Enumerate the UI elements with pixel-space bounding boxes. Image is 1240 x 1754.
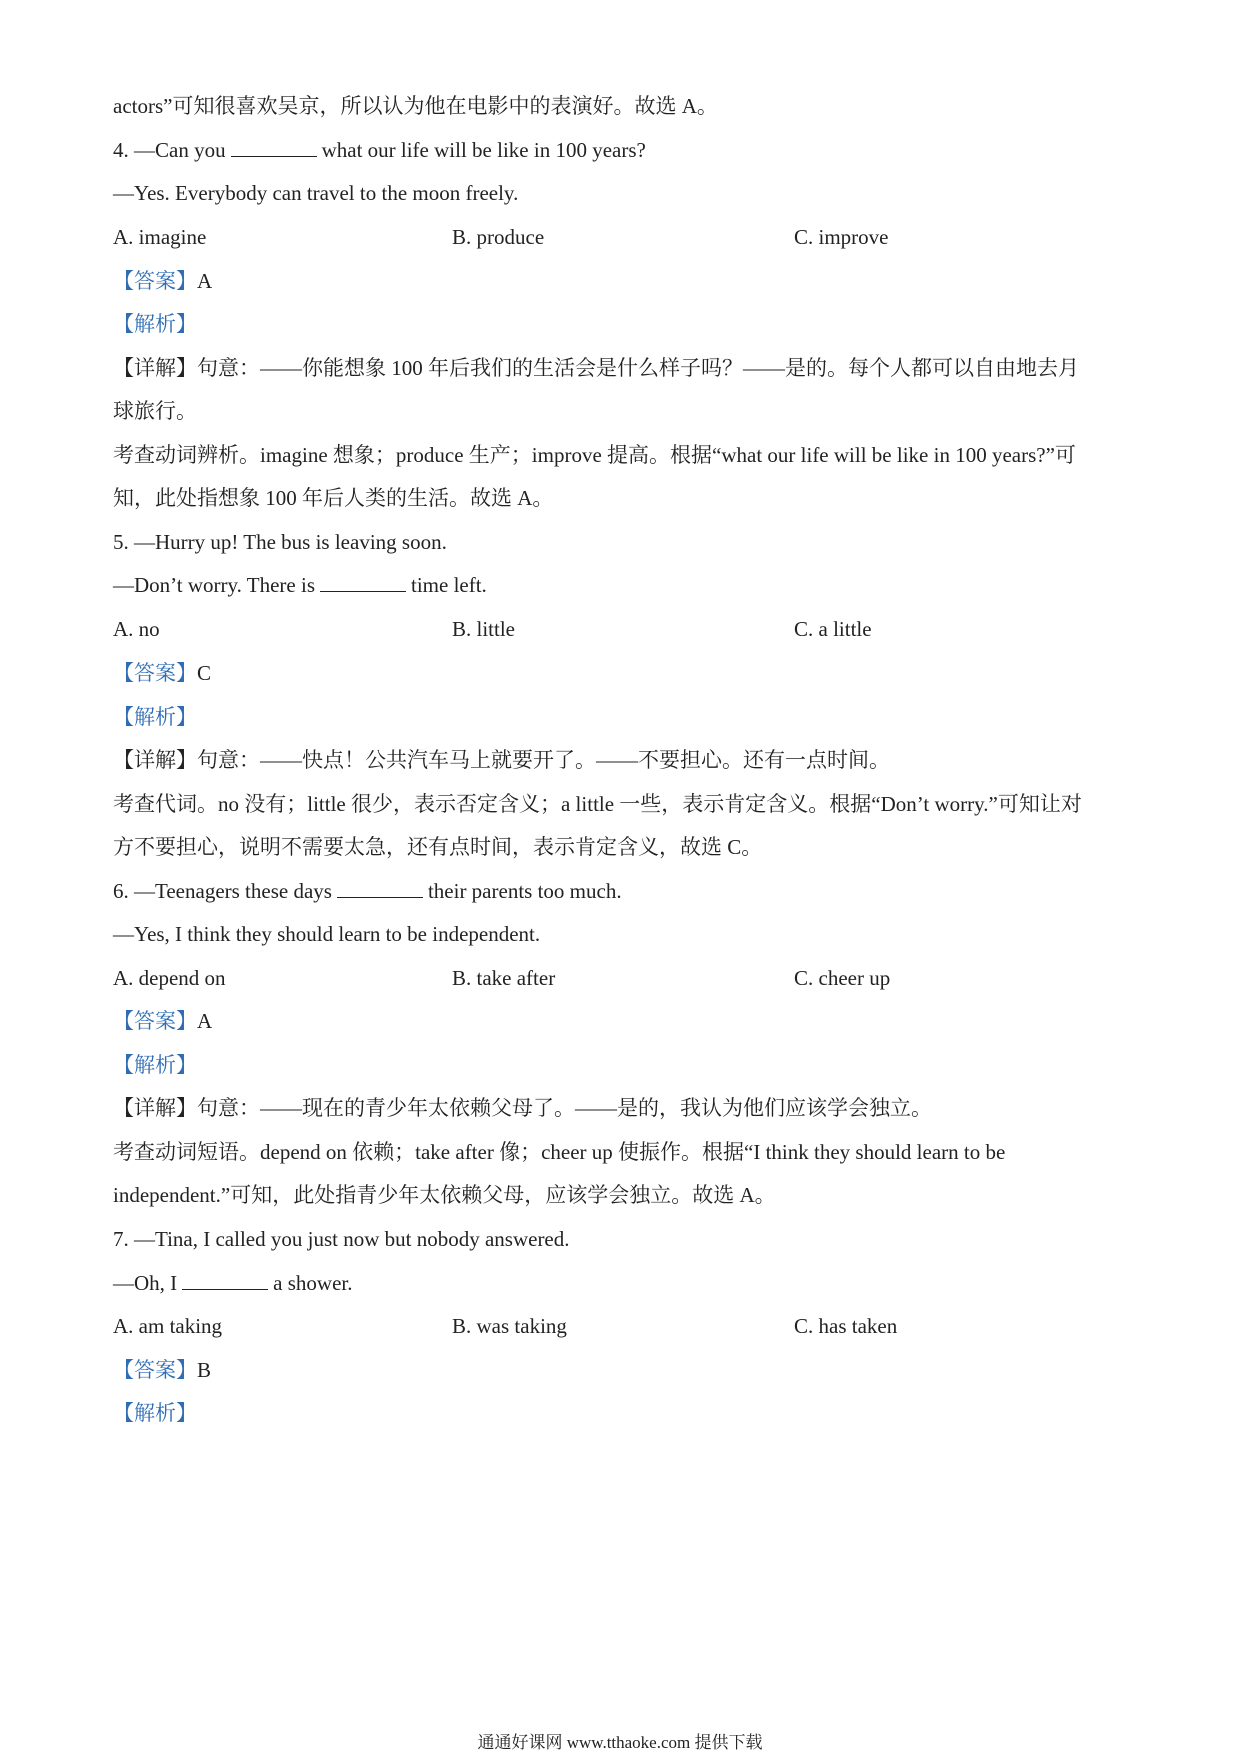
question-5-analysis-tag: 【解析】 [113,705,197,729]
answer-value: A [197,1009,213,1033]
question-6-blank [337,877,423,898]
answer-value: A [197,269,213,293]
question-4-option-b: B. produce [452,225,545,249]
question-4-answer [113,266,212,296]
question-5-answer [113,658,211,688]
question-4-option-a: A. imagine [113,225,207,249]
question-4-analysis-tag: 【解析】 [113,312,197,336]
detail-tag: 【详解】 [113,748,197,772]
answer-tag: 【答案】 [113,269,197,293]
question-5-detail [113,745,890,775]
question-6-explain-cont: independent.”可知，此处指青少年太依赖父母，应该学会独立。故选 A。 [113,1183,776,1207]
question-5-option-b: B. little [452,617,515,641]
question-4-detail-cont: 球旅行。 [113,399,197,423]
question-6-stem-pre: 6. —Teenagers these days [113,879,332,903]
question-5-blank [320,571,406,592]
answer-value: C [197,661,212,685]
question-4-stem [113,135,646,165]
detail-text: 句意：——快点！公共汽车马上就要开了。——不要担心。还有一点时间。 [197,748,890,772]
question-5-stem: 5. —Hurry up! The bus is leaving soon. [113,530,447,554]
question-6-option-c: C. cheer up [794,966,891,990]
question-6-option-a: A. depend on [113,966,226,990]
question-5-reply-pre: —Don’t worry. There is [113,573,315,597]
question-4-stem-pre: 4. —Can you [113,138,226,162]
question-6-stem-post: their parents too much. [427,879,622,903]
answer-tag: 【答案】 [113,661,197,685]
detail-text: 句意：——你能想象 100 年后我们的生活会是什么样子吗？——是的。每个人都可以自由地去月 [197,356,1079,380]
page-footer: 通通好课网 www.tthaoke.com 提供下载 [477,1733,763,1752]
question-6-detail [113,1093,932,1123]
question-4-blank [231,136,317,157]
question-4-option-c: C. improve [794,225,889,249]
question-5-option-c: C. a little [794,617,872,641]
detail-tag: 【详解】 [113,356,197,380]
question-7-option-b: B. was taking [452,1314,567,1338]
detail-text: 句意：——现在的青少年太依赖父母了。——是的，我认为他们应该学会独立。 [197,1096,932,1120]
question-6-analysis-tag: 【解析】 [113,1053,197,1077]
answer-tag: 【答案】 [113,1009,197,1033]
answer-value: B [197,1358,212,1382]
question-5-reply [113,570,487,600]
question-7-blank [182,1269,268,1290]
question-5-explain-cont: 方不要担心，说明不需要太急，还有点时间，表示肯定含义，故选 C。 [113,835,763,859]
question-4-explain: 考查动词辨析。imagine 想象；produce 生产；improve 提高。根据“what our life will be like in 100 years?”可 [113,443,1076,467]
question-4-detail [113,353,1079,383]
question-7-option-c: C. has taken [794,1314,898,1338]
question-6-explain: 考查动词短语。depend on 依赖；take after 像；cheer up 使振作。根据“I think they should learn to be [113,1140,1006,1164]
question-6-stem [113,876,622,906]
question-4-reply: —Yes. Everybody can travel to the moon freely. [113,181,519,205]
question-6-reply: —Yes, I think they should learn to be independent. [113,922,541,946]
question-5-option-a: A. no [113,617,160,641]
detail-tag: 【详解】 [113,1096,197,1120]
question-7-reply-pre: —Oh, I [113,1271,178,1295]
question-5-explain: 考查代词。no 没有；little 很少，表示否定含义；a little 一些，表示肯定含义。根据“Don’t worry.”可知让对 [113,792,1082,816]
answer-tag: 【答案】 [113,1358,197,1382]
question-7-reply-post: a shower. [273,1271,353,1295]
question-7-answer [113,1355,211,1385]
question-4-stem-post: what our life will be like in 100 years? [321,138,646,162]
question-7-reply [113,1268,353,1298]
question-7-analysis-tag: 【解析】 [113,1401,197,1425]
question-4-explain-cont: 知，此处指想象 100 年后人类的生活。故选 A。 [113,486,554,510]
question-5-reply-post: time left. [411,573,487,597]
question-6-answer [113,1006,212,1036]
intro-line: actors”可知很喜欢吴京，所以认为他在电影中的表演好。故选 A。 [113,94,718,118]
question-7-option-a: A. am taking [113,1314,223,1338]
question-7-stem: 7. —Tina, I called you just now but nobody answered. [113,1227,570,1251]
question-6-option-b: B. take after [452,966,556,990]
